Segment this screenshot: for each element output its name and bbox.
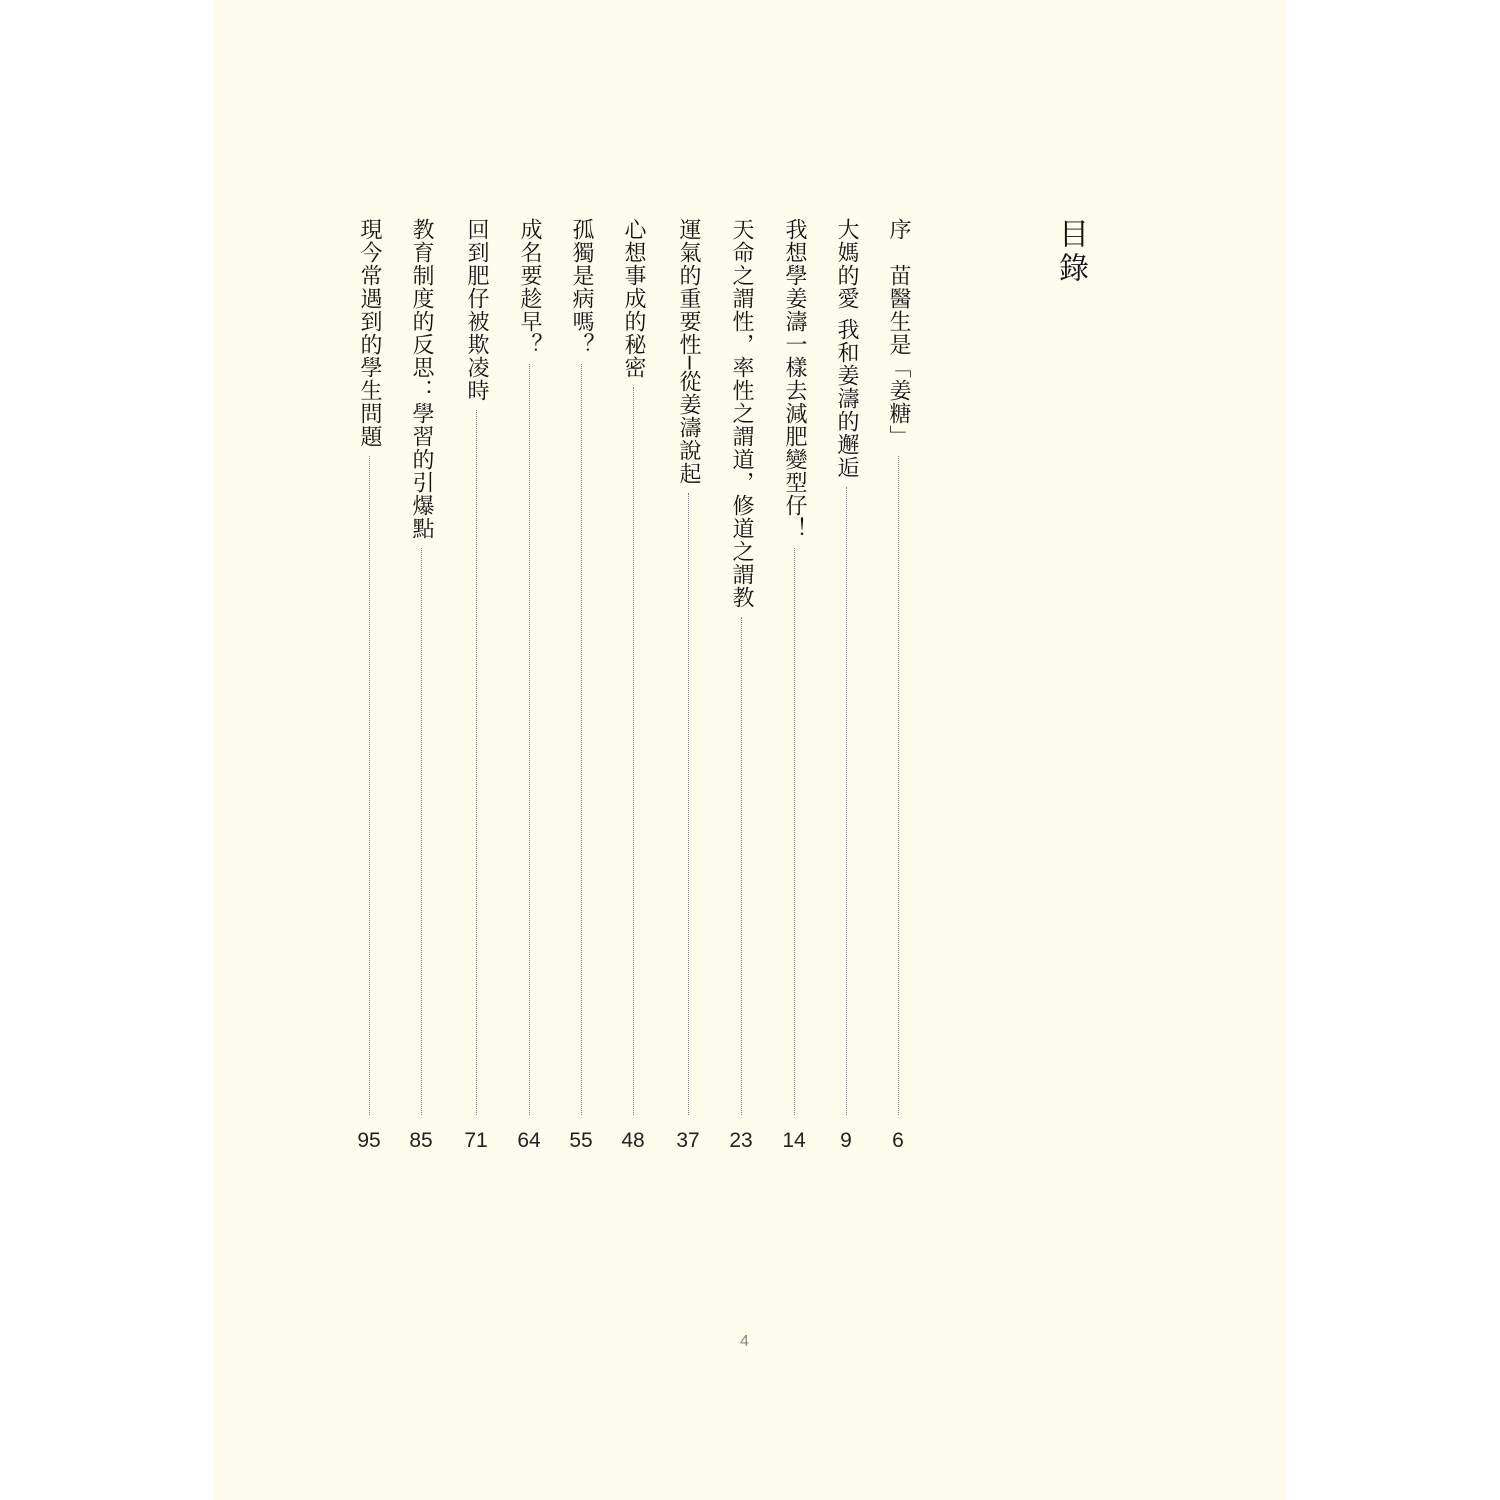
page-number: 4	[740, 1333, 749, 1350]
toc-entry-title: 教育制度的反思：學習的引爆點	[409, 218, 434, 540]
toc-entry[interactable]	[774, 218, 814, 1153]
toc-entry[interactable]	[721, 218, 761, 1153]
dot-leader	[581, 364, 582, 1115]
dot-leader	[741, 617, 742, 1115]
toc-entry-page: 48	[621, 1129, 645, 1152]
toc-entry[interactable]	[826, 218, 866, 1153]
toc-entry[interactable]	[668, 218, 708, 1153]
toc-entry-title: 我想學姜濤一樣去減肥變型仔！	[782, 218, 807, 540]
toc-entry[interactable]	[401, 218, 441, 1153]
toc-entry-page: 6	[892, 1129, 904, 1152]
toc-entry-title: 天命之謂性，率性之謂道，修道之謂教	[729, 218, 754, 609]
toc-entry-title: 成名要趁早？	[517, 218, 542, 356]
toc-entry-title: 心想事成的秘密	[621, 218, 646, 379]
dot-leader	[421, 548, 422, 1115]
dot-leader	[688, 493, 689, 1115]
toc-entry[interactable]	[509, 218, 549, 1153]
toc-entry-title: 序 苗醫生是「姜糖」	[886, 218, 911, 448]
toc-entry-page: 37	[676, 1129, 700, 1152]
dot-leader	[794, 548, 795, 1115]
toc-entry-page: 85	[409, 1129, 433, 1152]
toc-entry-page: 64	[517, 1129, 541, 1152]
toc-entry-page: 14	[782, 1129, 806, 1152]
toc-entry-title: 現今常遇到的學生問題	[357, 218, 382, 448]
toc-entry-page: 9	[840, 1129, 852, 1152]
toc-entry[interactable]	[613, 218, 653, 1153]
toc-entry-page: 95	[357, 1129, 381, 1152]
dot-leader	[476, 410, 477, 1115]
toc-title: 目錄	[1053, 218, 1088, 286]
toc-entry-title: 運氣的重要性─從姜濤說起	[676, 218, 701, 486]
dot-leader	[846, 487, 847, 1115]
toc-entry-page: 71	[464, 1129, 488, 1152]
toc-entry-page: 23	[729, 1129, 753, 1152]
book-page	[213, 0, 1286, 1500]
dot-leader	[633, 387, 634, 1115]
toc-entry-page: 55	[569, 1129, 593, 1152]
toc-entry-title: 大媽的愛 我和姜濤的邂逅	[834, 218, 859, 479]
toc-entry[interactable]	[349, 218, 389, 1153]
dot-leader	[369, 456, 370, 1115]
toc-entry-title: 回到肥仔被欺凌時	[464, 218, 489, 402]
dot-leader	[529, 364, 530, 1115]
toc-entry[interactable]	[561, 218, 601, 1153]
toc-entry[interactable]	[456, 218, 496, 1153]
dot-leader	[898, 456, 899, 1115]
toc-entry-title: 孤獨是病嗎？	[569, 218, 594, 356]
toc-entry[interactable]	[878, 218, 918, 1153]
